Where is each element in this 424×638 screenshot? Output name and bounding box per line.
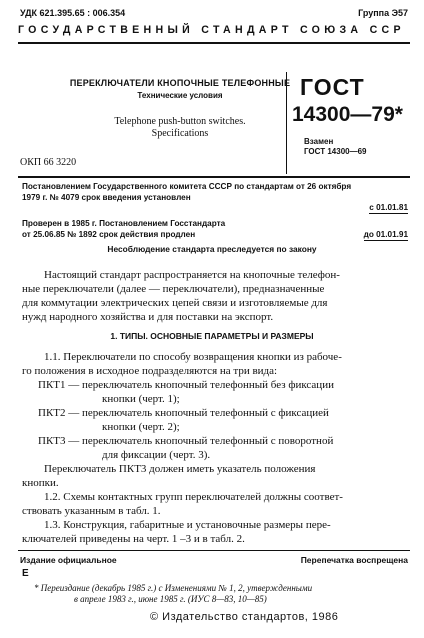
section-1-text [22,350,406,546]
p1-2-line-1: 1.2. Схемы контактных групп переключателей должны соответ- [44,491,343,503]
gost-number: 14300—79* [292,103,403,126]
title-divider [286,72,287,174]
title-en-line-2: Specifications [151,128,209,139]
reprint-notice: Перепечатка воспрещена [300,555,408,565]
document-subtitle: Технические условия [137,91,223,100]
pkt1-line-1: ПКТ1 — переключатель кнопочный телефонный без фиксации [38,379,334,391]
pkt3-line-1: ПКТ3 — переключатель кнопочный телефонный с поворотной [38,435,334,447]
section-1-title: 1. ТИПЫ. ОСНОВНЫЕ ПАРАМЕТРЫ И РАЗМЕРЫ [110,331,314,341]
decree-line-2: 1979 г. № 4079 срок введения установлен [22,192,191,202]
decree-line-1: Постановлением Государственного комитета СССР по стандартам от 26 октября [22,182,352,191]
group-code: Группа Э57 [358,8,408,18]
intro-paragraph [22,268,406,324]
p1-line-2: го положения в исходное подразделяются на три вида: [22,365,278,377]
copyright: © Издательство стандартов, 1986 [150,611,339,623]
effective-date: с 01.01.81 [369,203,408,212]
gost-block [292,74,422,156]
gost-label: ГОСТ [300,74,365,100]
header-rule [18,42,410,44]
footnote-line-2: в апреле 1983 г., июне 1985 г. (ИУС 8—83, 10—85) [74,594,267,604]
official-edition: Издание официальное [20,555,117,565]
p1-3-line-1: 1.3. Конструкция, габаритные и установочные размеры пере- [44,519,331,531]
okp-code: ОКП 66 3220 [20,157,77,168]
p1-3-line-2: ключателей приведены на черт. 1 –3 и в табл. 2. [22,533,245,545]
p1-line-1: 1.1. Переключатели по способу возвращения кнопки из рабоче- [44,351,342,363]
footer-rule [18,550,410,551]
intro-line-4: нужд народного хозяйства и для поставки на экспорт. [22,311,274,323]
pkt1-line-2: кнопки (черт. 1); [102,393,180,405]
replace-value: ГОСТ 14300—69 [304,147,367,156]
standard-title: ГОСУДАРСТВЕННЫЙ СТАНДАРТ СОЮЗА ССР [18,24,405,36]
replace-label: Взамен [304,137,334,146]
check-line-1: Проверен в 1985 г. Постановлением Госстандарта [22,219,226,228]
pkt3-line-2: для фиксации (черт. 3). [102,449,211,461]
udk-code: УДК 621.395.65 : 006.354 [20,8,126,18]
intro-line-1: Настоящий стандарт распространяется на кнопочные телефон- [44,269,340,281]
intro-line-3: для коммутации электрических цепей связи и изготовляемые для [22,297,328,309]
intro-line-2: ные переключатели (далее — переключатели), предназначенные [22,283,325,295]
validity-date: до 01.01.91 [363,230,408,239]
title-block [60,78,300,140]
title-rule [18,176,410,178]
violation-notice: Несоблюдение стандарта преследуется по закону [107,244,317,254]
decree-text [22,182,404,203]
pkt2-line-1: ПКТ2 — переключатель кнопочный телефонный с фиксацией [38,407,329,419]
footnote-line-1: * Переиздание (декабрь 1985 г.) с Изменениями № 1, 2, утвержденными [34,583,313,593]
pkt2-line-2: кнопки (черт. 2); [102,421,180,433]
edition-mark: Е [22,568,29,579]
document-title: ПЕРЕКЛЮЧАТЕЛИ КНОПОЧНЫЕ ТЕЛЕФОННЫЕ [69,78,291,88]
reissue-footnote [34,583,404,605]
check-line-2: от 25.06.85 № 1892 срок действия продлен [22,229,196,239]
check-text [22,219,322,240]
pkt3-note-line-2: кнопки. [22,477,59,489]
p1-2-line-2: ствовать указанным в табл. 1. [22,505,161,517]
title-en-line-1: Telephone push-button switches. [114,116,246,127]
pkt3-note-line-1: Переключатель ПКТ3 должен иметь указатель положения [44,463,316,475]
